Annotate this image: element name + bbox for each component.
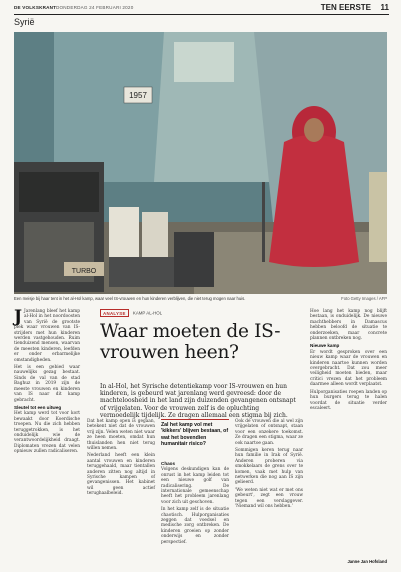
headline-block	[100, 309, 300, 381]
section-title: TEN EERSTE	[320, 3, 371, 12]
subheading: Chaos	[161, 461, 176, 466]
article-intro: In al-Hol, het Syrische detentiekamp voor IS-vrouwen en hun kinderen, is gebeurd wat jarenlang werd gevreesd: door de machteloosheid in het land zijn duizenden gevangenen ontsnapt of vrijgelaten. Voor de vrouwen zelf is de opluchting vermoedelijk tijdelijk. Ze dragen allemaal een stigma bij zich.	[100, 383, 296, 419]
drop-cap: J	[14, 307, 23, 327]
photo-caption-row	[14, 296, 387, 303]
article-column-3	[161, 459, 229, 564]
article-column-2	[87, 419, 155, 564]
section-kicker: Syrië	[14, 17, 35, 27]
article-column-1	[14, 309, 80, 564]
crate-text: TURBO	[71, 268, 97, 275]
paragraph: J Jarenlang bleef het kamp al-Hol in het noordoosten van Syrië de grootste plek waar vrouwen van IS-strijders met hun kinderen werden vastgehouden. Ruim tienduizend mensen, waarvan de meesten kinderen, leefden er onder erbarmelijke omstandigheden.	[14, 307, 80, 363]
paragraph: Het is een gebied waar nauwelijks gezag bestaat. Sinds de val van de stad Baghuz in 2019 zijn de meeste vrouwen en kinderen van IS naar dit kamp gebracht.	[14, 365, 80, 403]
author-byline: Janne Jan Hofsland	[347, 559, 387, 564]
issue-date: DONDERDAG 24 FEBRUARI 2020	[56, 5, 134, 10]
header-rule	[14, 14, 389, 15]
article	[14, 309, 387, 567]
paragraph: Sommigen keren terug naar hun familie in Irak of Syrië. Anderen proberen via smokkelaars de grens over te komen, vaak met hulp van netwerken die nog aan IS zijn gelieerd.	[235, 448, 303, 486]
photo-caption: Een meisje bij haar tent in het al-Hol kamp, waar veel IS-vrouwen en hun kinderen verblijven, die niet terug mogen naar huis.	[14, 296, 246, 301]
photo-credit: Foto Getty Images / AFP	[341, 296, 387, 301]
article-label-row	[100, 309, 300, 317]
paragraph: 'We weten niet wat er met ons gebeurt', zegt een vrouw tegen een verslaggever. 'Niemand wil ons hebben.'	[235, 487, 303, 510]
paragraph: Er wordt gesproken over een nieuw kamp waar de vrouwen en kinderen naartoe kunnen worden overgebracht. Dat zou meer veiligheid moeten bieden, maar critici vrezen dat het probleem daarmee alleen wordt verplaatst.	[310, 349, 387, 388]
subheading: Sleutel tot een uitweg	[14, 404, 62, 410]
pull-quote: Zal het kamp vol met 'kikkers' blijven bestaan, of wat het bovendien humanitair risico?	[161, 419, 229, 447]
analysis-badge: ANALYSE	[100, 309, 129, 317]
article-headline: Waar moeten de IS-vrouwen heen?	[100, 321, 281, 363]
paragraph: In het kamp zelf is de situatie chaotisch. Hulporganisaties zeggen dat voedsel en medische zorg ontbreken. De kinderen groeien op zonder onderwijs en zonder perspectief.	[161, 507, 229, 545]
paragraph: Het kamp werd tot voor kort bewaakt door Koerdische troepen. Nu die zich hebben teruggetrokken, is het onduidelijk wie de verantwoordelijkheid draagt. Diplomaten vrezen dat velen opnieuw zullen radicaliseren.	[14, 411, 80, 455]
article-column-4	[235, 419, 303, 564]
article-column-5	[310, 309, 387, 557]
paragraph: Hoe lang het kamp nog blijft bestaan, is onduidelijk. De nieuwe machthebbers in Damascus hebben beloofd de situatie te onderzoeken, maar concrete plannen ontbreken nog.	[310, 309, 387, 342]
newspaper-name: DE VOLKSKRANT	[14, 5, 57, 10]
paragraph: Nederland heeft een klein aantal vrouwen en kinderen teruggehaald, maar tientallen anderen zitten nog altijd in Syrische kampen of gevangenissen. Het kabinet wil geen actief terughaalbeleid.	[87, 453, 155, 497]
paragraph: Volgens deskundigen kan de onrust in het kamp leiden tot een nieuwe golf van radicalisering. De internationale gemeenschap heeft het probleem jarenlang voor zich uit geschoven.	[161, 467, 229, 505]
paragraph: Dat het kamp open is gegaan, betekent niet dat de vrouwen vrij zijn. Velen weten niet waar ze heen moeten, omdat hun thuislanden hen niet terug willen nemen.	[87, 419, 155, 452]
label-sub: KAMP AL-HOL	[132, 310, 163, 316]
paragraph: Ook de vrouwen die al wel zijn vrijgelaten of ontsnapt, staan voor een onzekere toekomst. Ze dragen een stigma, waar ze ook naartoe gaan.	[235, 419, 303, 446]
page-number: 11	[380, 3, 389, 12]
sign-text: 1957	[129, 91, 147, 100]
paragraph: Hulporganisaties roepen landen op hun burgers terug te halen voordat de situatie verder escaleert.	[310, 389, 387, 411]
subheading: Nieuwe kamp	[310, 343, 340, 349]
main-photo	[14, 32, 387, 294]
